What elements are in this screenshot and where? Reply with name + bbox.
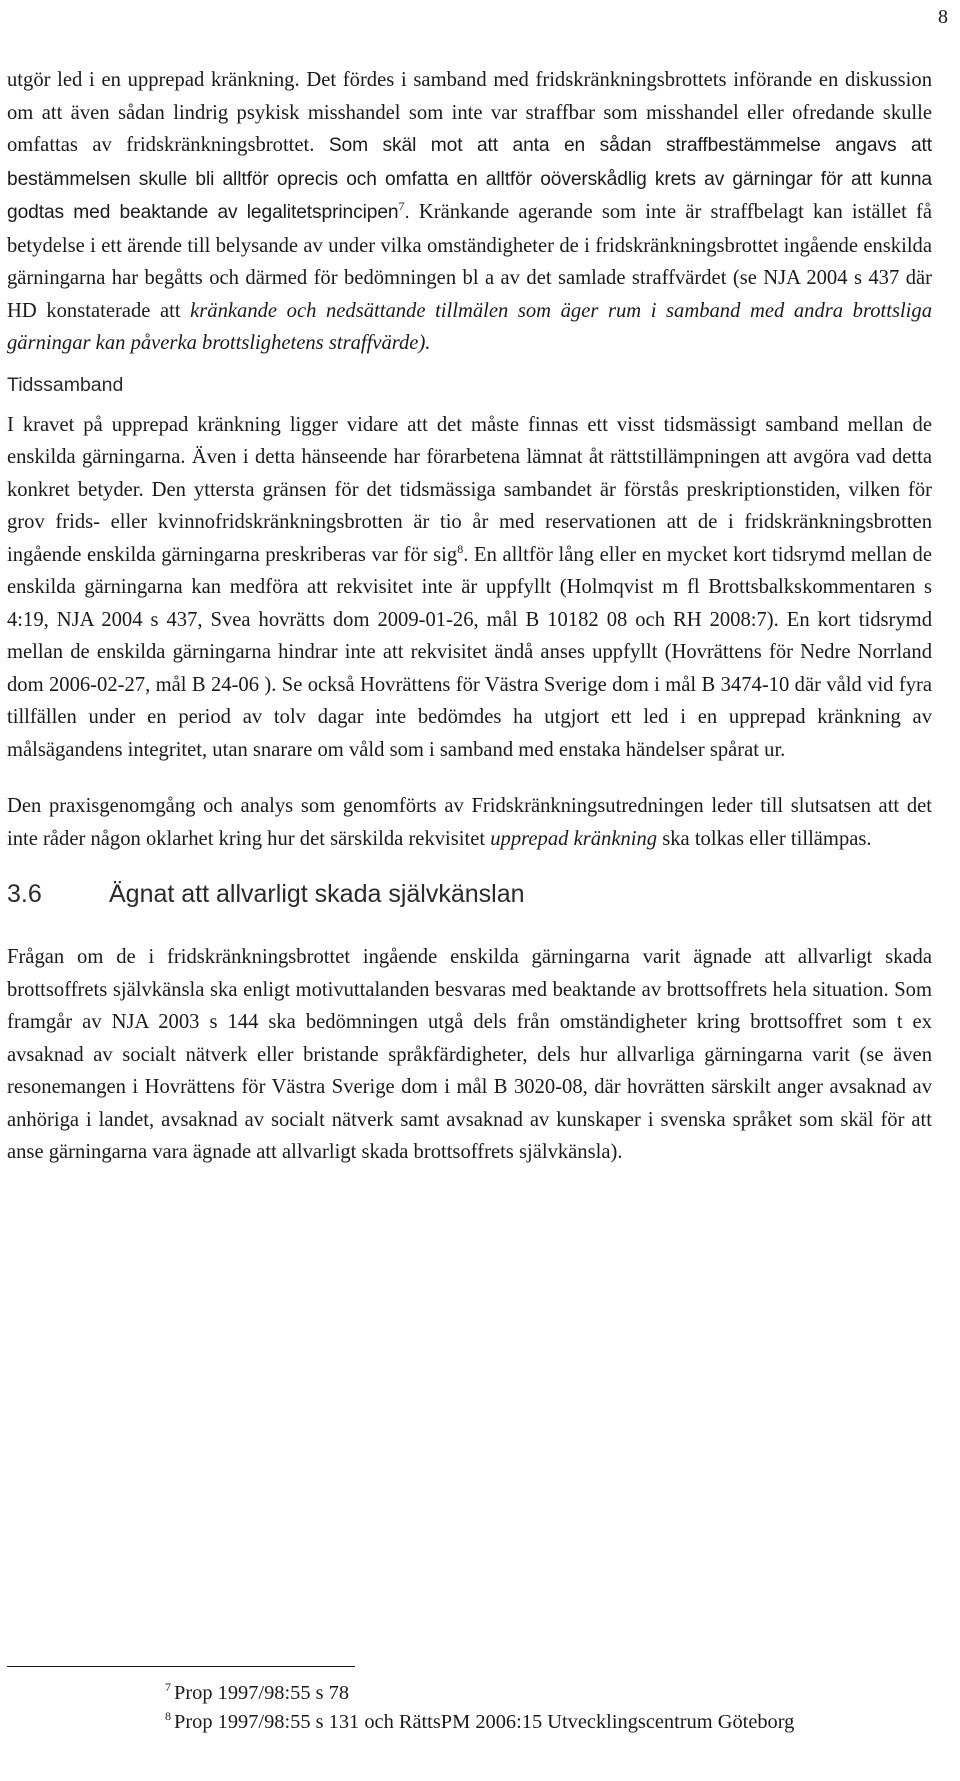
footnote-mark: 8: [165, 1709, 171, 1724]
section-title: Ägnat att allvarligt skada självkänslan: [109, 880, 525, 908]
page-number: 8: [938, 6, 948, 28]
footnote-7: [165, 1679, 905, 1708]
paragraph1-text-c: Kränkande agerande som inte är straffbelagt kan istället få betydelse i ett ärende till belysande av under vilka omständigheter de i fridskränkningsbrottet ingående enskilda gärningarna har begåtts och därmed för bedömningen bl a av det samlade straffvärdet (se NJA 2004 s 437 där HD konstaterade att: [7, 201, 932, 322]
section-heading: [7, 877, 932, 911]
paragraph3-text-a: Den praxisgenomgång och analys som genomförts av Fridskränkningsutredningen leder till slutsatsen att det inte råder någon oklarhet kring hur det särskilda rekvisitet: [7, 795, 932, 850]
section-number: 3.6: [7, 880, 42, 908]
footnote-divider: [7, 1666, 355, 1667]
page-body: [7, 64, 932, 1169]
subheading-tidssamband: Tidssamband: [7, 373, 124, 396]
paragraph2-text-a: I kravet på upprepad kränkning ligger vidare att det måste finnas ett visst tidsmässigt samband mellan de enskilda gärningarna. Även i detta hänseende har förarbetena lämnat åt rättstillämpningen att avgöra vad detta konkret betyder. Den yttersta gränsen för det tidsmässiga sambandet är förstås preskriptionstiden, vilken för grov frids- eller kvinnofridskränkningsbrotten är tio år med reservationen att de i fridskränkningsbrotten ingående enskilda gärningarna preskriberas var för sig: [7, 413, 932, 566]
paragraph3-emphasis: upprepad kränkning: [490, 827, 658, 850]
paragraph1-text-b-end: .: [404, 202, 410, 223]
paragraph3-text-b: ska tolkas eller tillämpas.: [662, 827, 872, 850]
paragraph-gap: [7, 766, 932, 790]
paragraph-sjalvkansla: Frågan om de i fridskränkningsbrottet ingående enskilda gärningarna varit ägnade att allvarligt skada brottsoffrets självkänsla ska enligt motivuttalanden besvaras med beaktande av brottsoffrets hela situation. Som framgår av NJA 2003 s 144 ska bedömningen utgå dels från omständigheter kring brottsoffret som t ex avsaknad av socialt nätverk eller bristande språkfärdigheter, dels hur allvarliga gärningarna varit (se även resonemangen i Hovrättens för Västra Sverige dom i mål B 3020-08, där hovrätten särskilt anger avsaknad av anhöriga i landet, avsaknad av socialt nätverk samt avsaknad av kunskaper i svenska språket som skäl för att anse gärningarna vara ägnade att allvarligt skada brottsoffrets självkänsla).: [7, 946, 932, 1163]
paragraph-tidssamband: [7, 409, 932, 767]
footnote-text: Prop 1997/98:55 s 78: [174, 1682, 350, 1704]
paragraph2-text-b: . En alltför lång eller en mycket kort tidsrymd mellan de enskilda gärningarna kan medföra att rekvisitet inte är uppfyllt (Holmqvist m fl Brottsbalkskommentaren s 4:19, NJA 2004 s 437, Svea hovrätts dom 2009-01-26, mål B 10182 08 och RH 2008:7). En kort tidsrymd mellan de enskilda gärningarna hindrar inte att rekvisitet ändå anses uppfyllt (Hovrättens för Nedre Norrland dom 2006-02-27, mål B 24-06 ). Se också Hovrättens för Västra Sverige dom i mål B 3474-10 där våld vid fyra tillfällen under en period av tolv dagar inte bedömdes ha utgjort ett led i en upprepad kränkning av målsägandens integritet, utan snarare om våld som i samband med enstaka händelser spårat ur.: [7, 543, 932, 761]
paragraph-praxis: [7, 790, 932, 855]
footnote-mark: 7: [165, 1680, 171, 1695]
footnotes: [165, 1679, 905, 1737]
paragraph1-text-b: Som skäl mot att anta en sådan straffbestämmelse angavs att bestämmelsen skulle bli alltför oprecis och omfatta en alltför oöverskådlig krets av gärningar för att kunna godtas med beaktande av legalitetsprincipen: [7, 135, 932, 223]
footnote-8: [165, 1708, 905, 1737]
paragraph1-text-a: utgör led i en upprepad kränkning. Det fördes i samband med fridskränkningsbrottets införande en diskussion om att även sådan lindrig psykisk misshandel som inte var straffbar som misshandel eller ofredande skulle omfattas av fridskränkningsbrottet.: [7, 69, 932, 156]
paragraph1-quote: kränkande och nedsättande tillmälen som äger rum i samband med andra brottsliga gärningar kan påverka brottslighetens straffvärde).: [7, 299, 932, 354]
footnote-ref-8: 8: [457, 541, 464, 556]
paragraph-legalitet: [7, 64, 932, 360]
footnote-ref-7: 7: [398, 199, 405, 214]
footnote-text: Prop 1997/98:55 s 131 och RättsPM 2006:15 Utvecklingscentrum Göteborg: [174, 1711, 795, 1733]
